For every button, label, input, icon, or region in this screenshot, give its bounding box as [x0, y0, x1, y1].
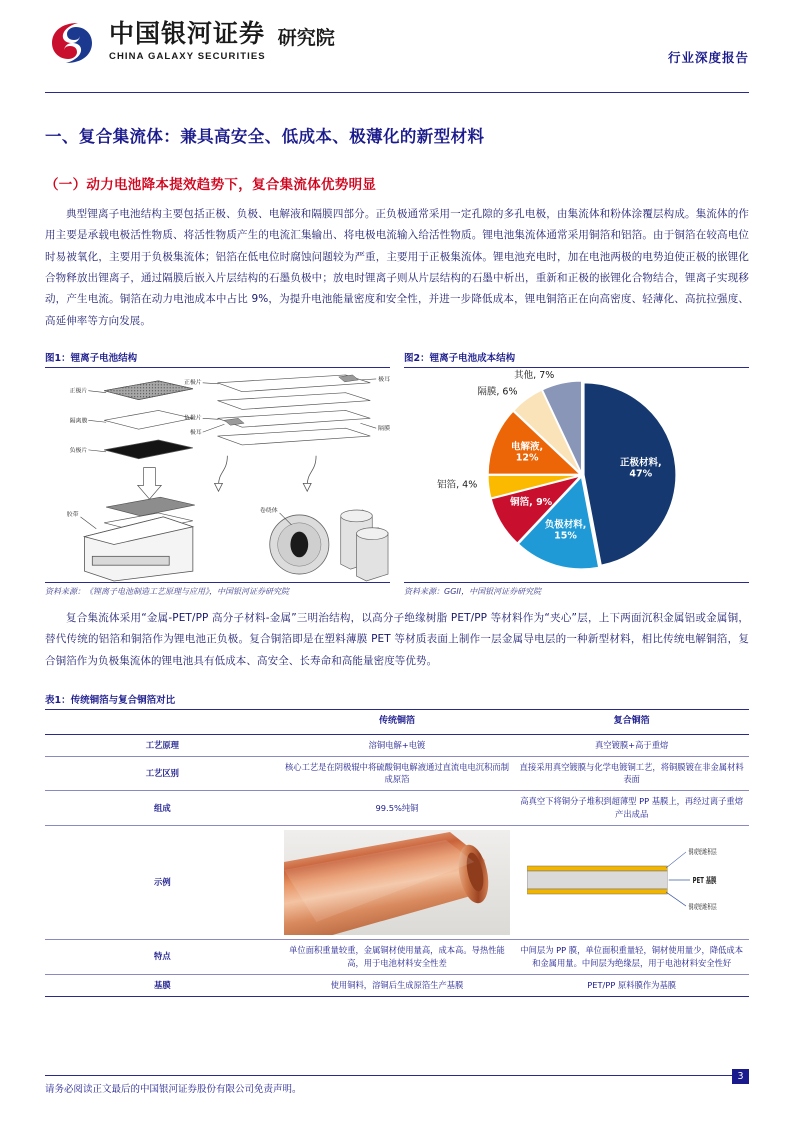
layer-label-middle: PET 基膜: [692, 875, 717, 886]
label-cathode-sheet: 正极片: [69, 388, 88, 395]
brand-lockup: [45, 16, 749, 70]
figure-1-image: [45, 368, 390, 583]
label-anode-sheet: 负极片: [69, 447, 88, 454]
page-footer: [45, 1071, 749, 1095]
pie-slice-label: 12%: [515, 452, 538, 464]
table-col-composite: 复合铜箔: [613, 715, 650, 726]
pie-slice-label: 其他, 7%: [513, 369, 554, 381]
cost-structure-pie-chart: [407, 369, 747, 581]
company-name-en: CHINA GALAXY SECURITIES: [109, 50, 266, 62]
institute-name: 研究院: [277, 27, 335, 50]
label-tab: 极耳: [189, 429, 202, 436]
figure-2-image: [404, 368, 749, 583]
galaxy-logo-icon: [45, 16, 99, 70]
row-label: 特点: [154, 951, 171, 962]
layer-label-top: 铜或铝堆积层: [688, 848, 717, 857]
paragraph-1: 典型锂离子电池结构主要包括正极、负极、电解液和隔膜四部分。正负极通常采用一定孔隙的多孔电极，由集流体和粉体涂覆层构成。集流体的作用主要是承载电极活性物质、将活性物质产生的电流汇集输出、将电极电流输入给活性物质。锂电池集流体通常采用铜箔和铝箔。由于铜箔在较高电位时易被氧化，主要用于负极集流体；铝箔在低电位时腐蚀问题较为严重，主要用于正极集流体。锂电池充电时，加在电池两极的电势迫使正极的嵌锂化合物释放出锂离子，通过隔膜后嵌入片层结构的石墨负极中；放电时锂离子则从片层结构的石墨中析出，重新和正极的嵌锂化合物结合，锂离子实现移动，产生电流。铜箔在动力电池成本中占比 9%，为提升电池能量密度和安全性，并进一步降低成本，锂电铜箔正在向高密度、轻薄化、高抗拉强度、高延伸率等方向发展。: [45, 208, 749, 327]
cell-traditional: 核心工艺是在阴极辊中将硫酸铜电解液通过直流电电沉积而制成原箔: [284, 761, 509, 785]
label-jellyroll: 卷绕体: [259, 507, 278, 514]
cell-traditional: 溶铜电解+电镀: [368, 739, 426, 750]
figure-2-caption: 图2：锂离子电池成本结构: [404, 350, 749, 368]
row-label: 基膜: [154, 979, 171, 990]
pie-slice-label: 47%: [628, 468, 652, 480]
header-divider: [45, 92, 749, 93]
table-caption: 表1：传统铜箔与复合铜箔对比: [45, 694, 176, 706]
pie-slice-label: 隔膜, 6%: [476, 386, 518, 398]
figure-2-source: 资料来源：GGII，中国银河证券研究院: [404, 586, 542, 596]
cell-composite-diagram: [514, 826, 749, 940]
row-label: 工艺原理: [145, 739, 179, 750]
label-separator: 隔膜: [378, 426, 390, 433]
pie-slice-label: 电解液,: [510, 441, 543, 453]
figure-row: [45, 350, 749, 597]
table-col-traditional: 传统铜箔: [378, 715, 415, 726]
label-tab-2: 极耳: [378, 376, 390, 383]
figure-1: [45, 350, 390, 597]
label-tape: 胶带: [66, 511, 79, 518]
label-cathode-sheet-2: 正极片: [183, 379, 202, 386]
cell-composite: 高真空下将铜分子堆积到超薄型 PP 基膜上，再经过离子重熔产出成品: [520, 796, 744, 820]
page-number: 3: [732, 1069, 749, 1084]
table-col-blank: [45, 709, 280, 734]
copper-foil-photo-icon: [284, 830, 511, 935]
battery-structure-diagram-icon: [45, 368, 390, 582]
report-type-label: 行业深度报告: [667, 50, 749, 65]
composite-foil-layer-diagram-icon: [518, 830, 745, 935]
figure-1-source: 资料来源：《锂离子电池制造工艺原理与应用》，中国银河证券研究院: [45, 586, 289, 596]
brand-text: [109, 16, 335, 62]
pie-slice-label: 正极材料,: [619, 457, 662, 469]
table-row-example: [45, 826, 749, 940]
pie-slice-label: 铝箔, 4%: [436, 479, 477, 491]
cell-traditional: 单位面积重量较重，金属铜材使用量高，成本高。导热性能高，用于电池材料安全性差: [289, 945, 505, 968]
table-row: [45, 756, 749, 791]
cell-composite: 直接采用真空镀膜与化学电镀铜工艺，将铜膜镀在非金属材料表面: [519, 761, 744, 785]
cell-composite: 真空镀膜+高于重熔: [594, 739, 669, 750]
subsection-title: （一）动力电池降本提效趋势下，复合集流体优势明显: [45, 177, 377, 193]
table-row: [45, 791, 749, 826]
table-header-row: [45, 709, 749, 734]
cell-composite: PET/PP 原料膜作为基膜: [587, 979, 677, 990]
pie-slice-label: 负极材料,: [544, 519, 586, 531]
row-label: 组成: [154, 802, 171, 813]
cell-traditional: 99.5%纯铜: [375, 802, 419, 813]
company-name-cn: 中国银河证券: [109, 19, 266, 48]
layer-label-bottom: 铜或铝堆积层: [688, 903, 717, 912]
row-label: 示例: [154, 877, 171, 888]
pie-slice-label: 铜箔, 9%: [509, 496, 552, 508]
cell-copper-foil-photo: [280, 826, 515, 940]
table-row: [45, 734, 749, 756]
comparison-table: [45, 709, 749, 997]
table-row: [45, 940, 749, 975]
page-header: [45, 0, 749, 88]
row-label: 工艺区别: [145, 768, 179, 779]
cell-traditional: 使用铜料，溶铜后生成原箔生产基膜: [330, 979, 464, 990]
cell-composite: 中间层为 PP 膜，单位面积重量轻，铜材使用量少，降低成本和金属用量。中间层为绝缘层，用于电池材料安全性好: [520, 945, 744, 968]
table-row: [45, 974, 749, 996]
label-anode-sheet-2: 负极片: [183, 415, 202, 422]
figure-1-caption: 图1：锂离子电池结构: [45, 350, 390, 368]
paragraph-2: 复合集流体采用“金属-PET/PP 高分子材料-金属”三明治结构，以高分子绝缘树脂 PET/PP 等材料作为“夹心”层，上下两面沉积金属铝或金属铜，替代传统的铝箔和铜箔作为锂电池正负极。复合铜箔即是在塑料薄膜 PET 等材质表面上制作一层金属导电层的一种新型材料，相比传统电解铜箔，复合铜箔作为负极集流体的锂电池具有低成本、高安全、长寿命和高能量密度等优势。: [45, 611, 749, 667]
section-title: 一、复合集流体：兼具高安全、低成本、极薄化的新型材料: [45, 127, 485, 146]
disclaimer-note: 请务必阅读正文最后的中国银河证券股份有限公司免责声明。: [45, 1083, 302, 1095]
pie-slice-label: 15%: [553, 530, 577, 542]
label-separator-film: 隔离膜: [69, 418, 88, 425]
figure-2: [404, 350, 749, 597]
